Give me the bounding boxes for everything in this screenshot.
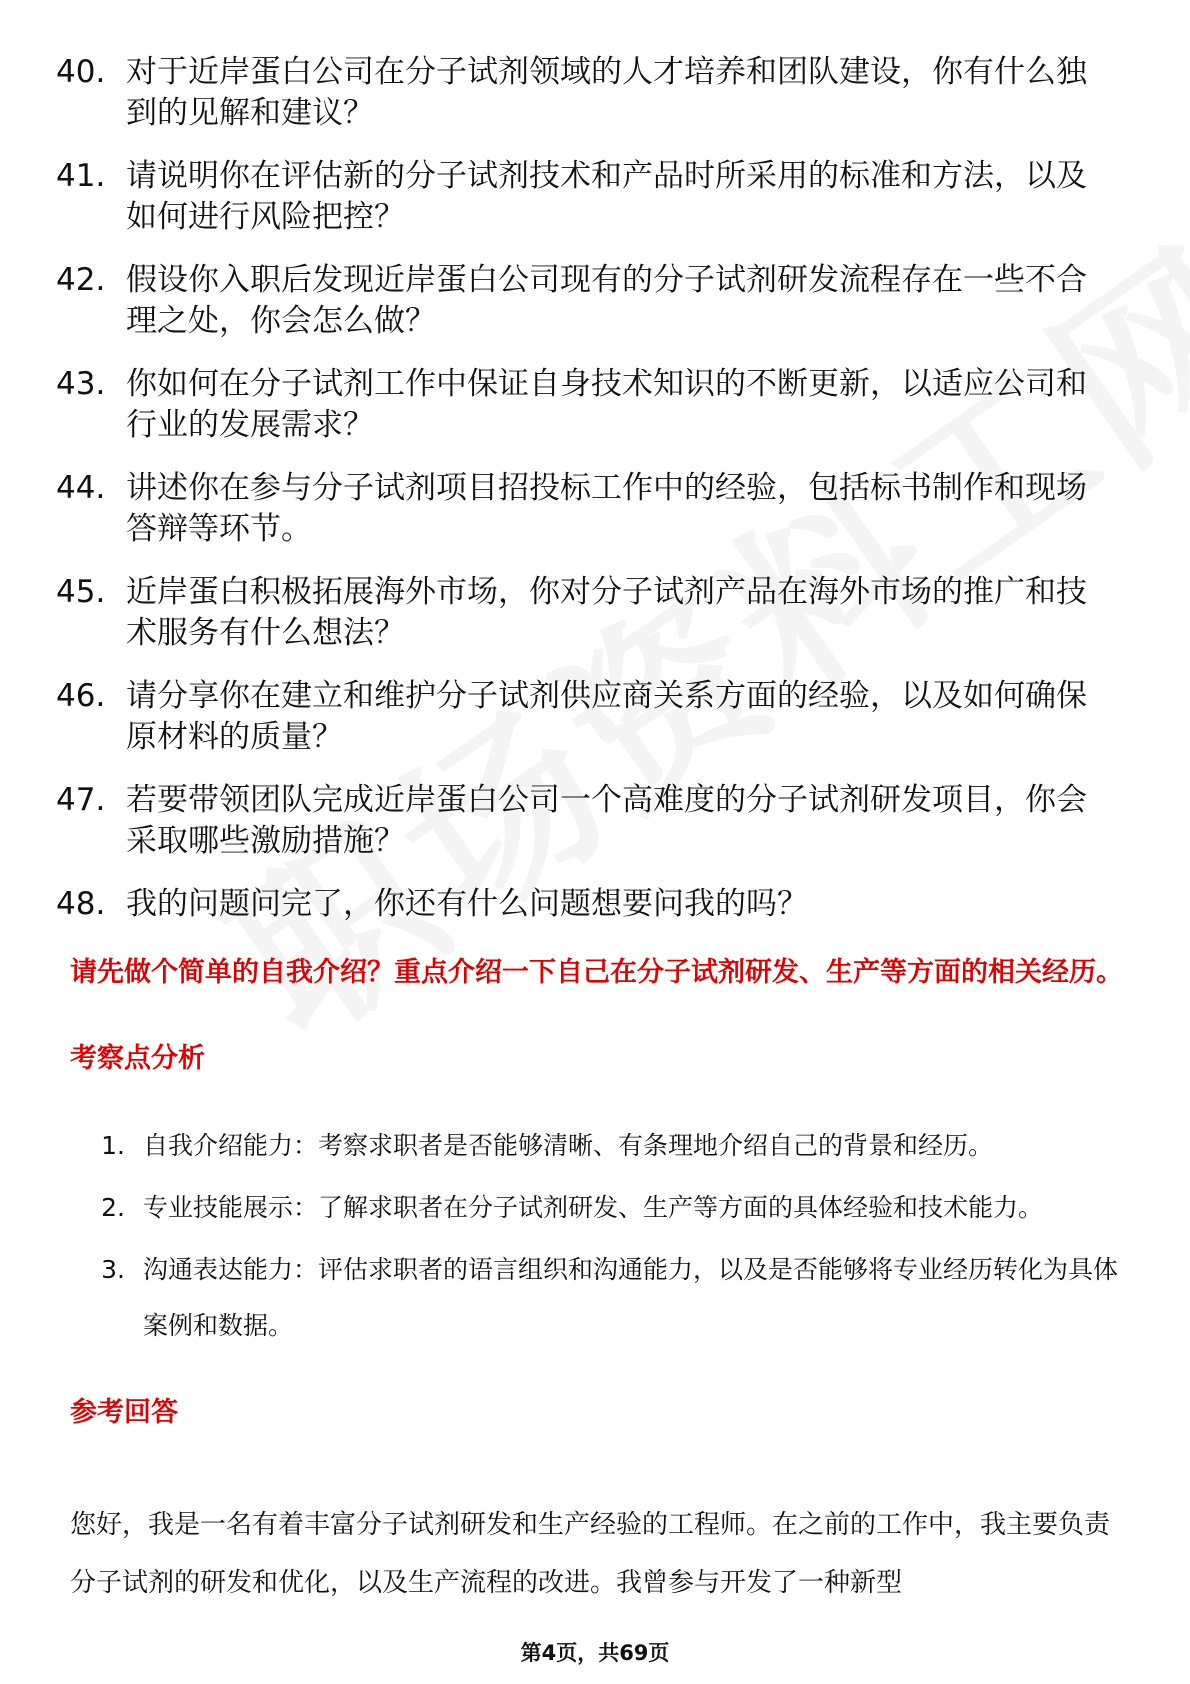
question-text: 近岸蛋白积极拓展海外市场，你对分子试剂产品在海外市场的推广和技术服务有什么想法？ — [126, 574, 1087, 651]
answer-paragraph: 您好，我是一名有着丰富分子试剂研发和生产经验的工程师。在之前的工作中，我主要负责分子试剂的研发和优化，以及生产流程的改进。我曾参与开发了一种新型 — [70, 1510, 1111, 1598]
question-number: 43. — [56, 366, 106, 402]
question-text: 讲述你在参与分子试剂项目招投标工作中的经验，包括标书制作和现场答辩等环节。 — [126, 470, 1087, 547]
question-item — [56, 676, 1116, 758]
question-number: 41. — [56, 158, 106, 194]
question-item — [56, 780, 1116, 862]
question-number: 47. — [56, 782, 106, 818]
question-item — [56, 260, 1116, 342]
question-number: 46. — [56, 678, 106, 714]
question-number: 40. — [56, 54, 106, 90]
analysis-text: 专业技能展示：了解求职者在分子试剂研发、生产等方面的具体经验和技术能力。 — [143, 1193, 1044, 1222]
analysis-item — [70, 1118, 1130, 1174]
featured-question: 请先做个简单的自我介绍？重点介绍一下自己在分子试剂研发、生产等方面的相关经历。 — [70, 957, 1123, 988]
question-item — [56, 364, 1116, 446]
answer-heading: 参考回答 — [70, 1397, 178, 1428]
analysis-item — [70, 1242, 1130, 1354]
analysis-heading: 考察点分析 — [70, 1043, 205, 1074]
question-item — [56, 156, 1116, 238]
question-number: 48. — [56, 886, 106, 922]
question-text: 请说明你在评估新的分子试剂技术和产品时所采用的标准和方法，以及如何进行风险把控？ — [126, 158, 1087, 235]
question-item — [56, 884, 1116, 925]
question-text: 请分享你在建立和维护分子试剂供应商关系方面的经验，以及如何确保原材料的质量？ — [126, 678, 1087, 755]
question-item — [56, 468, 1116, 550]
question-text: 我的问题问完了，你还有什么问题想要问我的吗？ — [126, 886, 808, 922]
question-text: 你如何在分子试剂工作中保证自身技术知识的不断更新，以适应公司和行业的发展需求？ — [126, 366, 1087, 443]
question-number: 44. — [56, 470, 106, 506]
analysis-number: 3. — [101, 1255, 125, 1284]
analysis-list — [70, 1118, 1130, 1360]
question-list — [56, 52, 1116, 947]
question-number: 45. — [56, 574, 106, 610]
analysis-item — [70, 1180, 1130, 1236]
question-text: 假设你入职后发现近岸蛋白公司现有的分子试剂研发流程存在一些不合理之处，你会怎么做？ — [126, 262, 1087, 339]
question-item — [56, 52, 1116, 134]
analysis-text: 自我介绍能力：考察求职者是否能够清晰、有条理地介绍自己的背景和经历。 — [143, 1131, 994, 1160]
page-footer: 第4页，共69页 — [520, 1641, 670, 1665]
question-text: 对于近岸蛋白公司在分子试剂领域的人才培养和团队建设，你有什么独到的见解和建议？ — [126, 54, 1087, 131]
question-text: 若要带领团队完成近岸蛋白公司一个高难度的分子试剂研发项目，你会采取哪些激励措施？ — [126, 782, 1087, 859]
question-number: 42. — [56, 262, 106, 298]
question-item — [56, 572, 1116, 654]
analysis-number: 2. — [101, 1193, 125, 1222]
analysis-text: 沟通表达能力：评估求职者的语言组织和沟通能力，以及是否能够将专业经历转化为具体案例和数据。 — [143, 1255, 1119, 1340]
analysis-number: 1. — [101, 1131, 125, 1160]
